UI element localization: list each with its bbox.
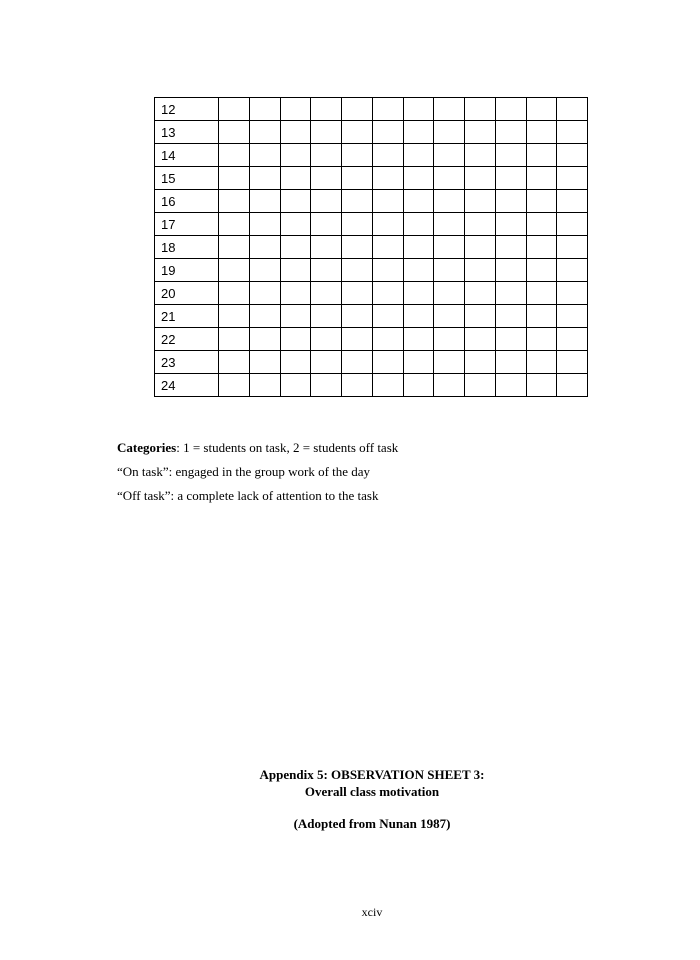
observation-cell bbox=[372, 305, 403, 328]
observation-cell bbox=[372, 190, 403, 213]
observation-cell bbox=[249, 374, 280, 397]
table-row bbox=[155, 121, 588, 144]
table-row bbox=[155, 167, 588, 190]
observation-cell bbox=[403, 167, 434, 190]
observation-cell bbox=[403, 144, 434, 167]
observation-cell bbox=[465, 121, 496, 144]
row-number-cell: 23 bbox=[155, 351, 219, 374]
observation-cell bbox=[495, 213, 526, 236]
observation-cell bbox=[372, 259, 403, 282]
observation-cell bbox=[465, 282, 496, 305]
observation-cell bbox=[280, 144, 311, 167]
observation-cell bbox=[249, 328, 280, 351]
observation-cell bbox=[219, 328, 250, 351]
observation-cell bbox=[219, 98, 250, 121]
observation-cell bbox=[219, 121, 250, 144]
row-number-cell: 22 bbox=[155, 328, 219, 351]
observation-cell bbox=[434, 213, 465, 236]
observation-cell bbox=[311, 374, 342, 397]
observation-cell bbox=[372, 98, 403, 121]
observation-cell bbox=[311, 351, 342, 374]
observation-cell bbox=[403, 351, 434, 374]
observation-cell bbox=[311, 305, 342, 328]
observation-cell bbox=[249, 351, 280, 374]
observation-cell bbox=[280, 305, 311, 328]
observation-cell bbox=[311, 190, 342, 213]
observation-cell bbox=[495, 282, 526, 305]
observation-cell bbox=[403, 236, 434, 259]
observation-cell bbox=[557, 144, 588, 167]
observation-cell bbox=[434, 351, 465, 374]
observation-cell bbox=[249, 213, 280, 236]
row-number-cell: 16 bbox=[155, 190, 219, 213]
observation-cell bbox=[280, 351, 311, 374]
observation-cell bbox=[434, 282, 465, 305]
observation-cell bbox=[557, 259, 588, 282]
observation-cell bbox=[311, 167, 342, 190]
appendix-title: Appendix 5: OBSERVATION SHEET 3: bbox=[259, 767, 485, 782]
categories-label: Categories bbox=[117, 440, 177, 455]
row-number-cell: 20 bbox=[155, 282, 219, 305]
categories-line bbox=[117, 436, 398, 460]
observation-cell bbox=[372, 144, 403, 167]
observation-cell bbox=[372, 282, 403, 305]
observation-cell bbox=[434, 190, 465, 213]
observation-cell bbox=[434, 167, 465, 190]
table-row bbox=[155, 236, 588, 259]
observation-cell bbox=[557, 305, 588, 328]
observation-cell bbox=[465, 259, 496, 282]
row-number-cell: 13 bbox=[155, 121, 219, 144]
table-row bbox=[155, 351, 588, 374]
observation-cell bbox=[219, 167, 250, 190]
observation-cell bbox=[280, 282, 311, 305]
table-row bbox=[155, 144, 588, 167]
observation-cell bbox=[465, 144, 496, 167]
observation-cell bbox=[434, 236, 465, 259]
observation-cell bbox=[249, 167, 280, 190]
observation-cell bbox=[465, 213, 496, 236]
row-number-cell: 19 bbox=[155, 259, 219, 282]
observation-cell bbox=[342, 259, 373, 282]
observation-cell bbox=[403, 328, 434, 351]
observation-cell bbox=[219, 374, 250, 397]
observation-cell bbox=[280, 259, 311, 282]
observation-cell bbox=[526, 328, 557, 351]
observation-cell bbox=[219, 213, 250, 236]
observation-cell bbox=[280, 98, 311, 121]
appendix-source: (Adopted from Nunan 1987) bbox=[293, 816, 451, 831]
observation-cell bbox=[434, 98, 465, 121]
observation-cell bbox=[465, 351, 496, 374]
table-row bbox=[155, 305, 588, 328]
observation-cell bbox=[557, 167, 588, 190]
observation-cell bbox=[495, 167, 526, 190]
observation-cell bbox=[219, 305, 250, 328]
observation-cell bbox=[342, 98, 373, 121]
observation-cell bbox=[465, 190, 496, 213]
observation-cell bbox=[495, 259, 526, 282]
observation-cell bbox=[249, 259, 280, 282]
observation-cell bbox=[403, 305, 434, 328]
observation-cell bbox=[434, 259, 465, 282]
on-task-definition: “On task”: engaged in the group work of the day bbox=[117, 464, 371, 479]
observation-cell bbox=[557, 213, 588, 236]
observation-cell bbox=[557, 190, 588, 213]
observation-cell bbox=[465, 98, 496, 121]
observation-cell bbox=[526, 144, 557, 167]
observation-cell bbox=[372, 236, 403, 259]
observation-cell bbox=[342, 167, 373, 190]
observation-cell bbox=[526, 259, 557, 282]
observation-cell bbox=[557, 374, 588, 397]
table-row bbox=[155, 98, 588, 121]
observation-cell bbox=[311, 144, 342, 167]
observation-cell bbox=[280, 121, 311, 144]
observation-cell bbox=[465, 167, 496, 190]
observation-cell bbox=[526, 98, 557, 121]
observation-cell bbox=[342, 190, 373, 213]
observation-cell bbox=[249, 282, 280, 305]
observation-cell bbox=[403, 213, 434, 236]
observation-cell bbox=[219, 259, 250, 282]
observation-cell bbox=[219, 351, 250, 374]
observation-cell bbox=[342, 305, 373, 328]
observation-cell bbox=[557, 328, 588, 351]
table-row bbox=[155, 190, 588, 213]
observation-table-body bbox=[155, 98, 588, 397]
observation-cell bbox=[219, 236, 250, 259]
observation-cell bbox=[372, 167, 403, 190]
table-row bbox=[155, 213, 588, 236]
observation-cell bbox=[372, 374, 403, 397]
observation-cell bbox=[249, 121, 280, 144]
observation-cell bbox=[557, 121, 588, 144]
observation-cell bbox=[465, 328, 496, 351]
observation-cell bbox=[557, 236, 588, 259]
observation-cell bbox=[311, 98, 342, 121]
table-row bbox=[155, 282, 588, 305]
observation-cell bbox=[526, 374, 557, 397]
observation-cell bbox=[526, 121, 557, 144]
observation-cell bbox=[495, 236, 526, 259]
row-number-cell: 12 bbox=[155, 98, 219, 121]
row-number-cell: 18 bbox=[155, 236, 219, 259]
row-number-cell: 15 bbox=[155, 167, 219, 190]
table-row bbox=[155, 259, 588, 282]
table-row bbox=[155, 328, 588, 351]
observation-cell bbox=[557, 351, 588, 374]
row-number-cell: 24 bbox=[155, 374, 219, 397]
row-number-cell: 14 bbox=[155, 144, 219, 167]
observation-cell bbox=[526, 236, 557, 259]
observation-cell bbox=[403, 98, 434, 121]
observation-cell bbox=[403, 259, 434, 282]
observation-cell bbox=[280, 190, 311, 213]
observation-cell bbox=[434, 121, 465, 144]
observation-cell bbox=[557, 282, 588, 305]
observation-cell bbox=[249, 144, 280, 167]
observation-cell bbox=[342, 328, 373, 351]
observation-cell bbox=[249, 236, 280, 259]
observation-cell bbox=[342, 282, 373, 305]
observation-cell bbox=[311, 121, 342, 144]
observation-cell bbox=[465, 305, 496, 328]
observation-cell bbox=[219, 190, 250, 213]
observation-cell bbox=[403, 121, 434, 144]
observation-cell bbox=[249, 98, 280, 121]
observation-table bbox=[154, 97, 588, 397]
observation-cell bbox=[219, 282, 250, 305]
observation-cell bbox=[495, 328, 526, 351]
observation-cell bbox=[495, 305, 526, 328]
off-task-definition: “Off task”: a complete lack of attention to the task bbox=[117, 488, 379, 503]
observation-cell bbox=[311, 259, 342, 282]
observation-cell bbox=[311, 282, 342, 305]
observation-cell bbox=[342, 374, 373, 397]
observation-cell bbox=[526, 213, 557, 236]
observation-cell bbox=[434, 328, 465, 351]
observation-cell bbox=[495, 190, 526, 213]
observation-cell bbox=[434, 144, 465, 167]
observation-cell bbox=[495, 374, 526, 397]
appendix-subtitle: Overall class motivation bbox=[304, 784, 440, 799]
observation-cell bbox=[434, 305, 465, 328]
row-number-cell: 17 bbox=[155, 213, 219, 236]
observation-cell bbox=[219, 144, 250, 167]
observation-cell bbox=[557, 98, 588, 121]
row-number-cell: 21 bbox=[155, 305, 219, 328]
observation-cell bbox=[465, 236, 496, 259]
observation-cell bbox=[403, 374, 434, 397]
observation-cell bbox=[342, 351, 373, 374]
observation-cell bbox=[526, 190, 557, 213]
observation-cell bbox=[372, 213, 403, 236]
observation-cell bbox=[403, 282, 434, 305]
observation-cell bbox=[342, 213, 373, 236]
notes-block bbox=[117, 436, 398, 508]
observation-cell bbox=[495, 121, 526, 144]
observation-cell bbox=[249, 305, 280, 328]
observation-cell bbox=[280, 374, 311, 397]
observation-cell bbox=[280, 236, 311, 259]
observation-cell bbox=[495, 351, 526, 374]
observation-cell bbox=[372, 328, 403, 351]
observation-cell bbox=[280, 213, 311, 236]
observation-cell bbox=[526, 167, 557, 190]
observation-cell bbox=[342, 144, 373, 167]
observation-cell bbox=[311, 213, 342, 236]
observation-cell bbox=[526, 305, 557, 328]
observation-cell bbox=[342, 236, 373, 259]
observation-cell bbox=[249, 190, 280, 213]
observation-cell bbox=[526, 282, 557, 305]
observation-cell bbox=[495, 98, 526, 121]
page-number: xciv bbox=[361, 905, 383, 919]
observation-cell bbox=[495, 144, 526, 167]
observation-cell bbox=[342, 121, 373, 144]
observation-cell bbox=[311, 236, 342, 259]
observation-cell bbox=[434, 374, 465, 397]
observation-cell bbox=[372, 121, 403, 144]
observation-cell bbox=[403, 190, 434, 213]
observation-cell bbox=[280, 167, 311, 190]
table-row bbox=[155, 374, 588, 397]
observation-cell bbox=[526, 351, 557, 374]
categories-text: : 1 = students on task, 2 = students off task bbox=[176, 440, 399, 455]
observation-cell bbox=[311, 328, 342, 351]
observation-cell bbox=[280, 328, 311, 351]
observation-cell bbox=[372, 351, 403, 374]
observation-cell bbox=[465, 374, 496, 397]
